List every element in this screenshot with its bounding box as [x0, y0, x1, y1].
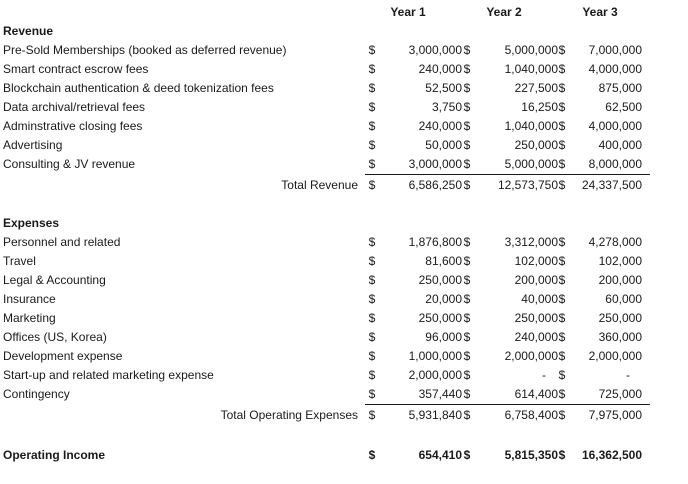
currency-symbol: $	[463, 62, 471, 76]
year-3-value: 24,337,500	[581, 178, 642, 192]
currency-symbol: $	[463, 292, 471, 306]
year-1-value: 357,440	[418, 387, 462, 401]
year-2-value: 1,040,000	[504, 62, 558, 76]
currency-symbol: $	[368, 292, 376, 306]
year-3-value: 725,000	[598, 387, 642, 401]
expense-row	[0, 271, 650, 290]
total-expenses-underline	[555, 404, 650, 405]
year-1-value: 250,000	[418, 273, 462, 287]
currency-symbol: $	[368, 235, 376, 249]
currency-symbol: $	[558, 368, 566, 382]
year-2-value: 250,000	[514, 138, 558, 152]
currency-symbol: $	[463, 273, 471, 287]
revenue-row	[0, 155, 650, 174]
currency-symbol: $	[368, 62, 376, 76]
year-3-value: 7,000,000	[588, 43, 642, 57]
year-1-value: 50,000	[425, 138, 462, 152]
currency-symbol: $	[463, 254, 471, 268]
year-1-value: 240,000	[418, 62, 462, 76]
currency-symbol: $	[463, 235, 471, 249]
currency-symbol: $	[558, 43, 566, 57]
year-3-value: 875,000	[598, 81, 642, 95]
currency-symbol: $	[368, 368, 376, 382]
row-label: Pre-Sold Memberships (booked as deferred revenue)	[3, 43, 287, 57]
currency-symbol: $	[463, 81, 471, 95]
year-2-value: 1,040,000	[504, 119, 558, 133]
currency-symbol: $	[463, 387, 471, 401]
year-2-value: 40,000	[521, 292, 558, 306]
currency-symbol: $	[368, 81, 376, 95]
currency-symbol: $	[463, 100, 471, 114]
currency-symbol: $	[463, 408, 471, 422]
currency-symbol: $	[463, 43, 471, 57]
row-label: Travel	[3, 254, 36, 268]
revenue-row	[0, 136, 650, 155]
year-1-value: 96,000	[425, 330, 462, 344]
currency-symbol: $	[463, 157, 471, 171]
currency-symbol: $	[368, 43, 376, 57]
year-1-value: 20,000	[425, 292, 462, 306]
expense-row	[0, 366, 650, 385]
currency-symbol: $	[558, 138, 566, 152]
revenue-section-title	[0, 22, 650, 41]
currency-symbol: $	[368, 448, 376, 462]
row-label: Start-up and related marketing expense	[3, 368, 214, 382]
row-label: Blockchain authentication & deed tokenization fees	[3, 81, 274, 95]
year-2-value: 5,815,350	[504, 448, 558, 462]
year-2-value: 16,250	[521, 100, 558, 114]
year-3-value: 400,000	[598, 138, 642, 152]
expense-row	[0, 290, 650, 309]
currency-symbol: $	[558, 408, 566, 422]
year-3-value: 62,500	[605, 100, 642, 114]
currency-symbol: $	[368, 100, 376, 114]
year-1-value: 3,000,000	[408, 157, 462, 171]
year-3-value: 16,362,500	[581, 448, 642, 462]
currency-symbol: $	[558, 292, 566, 306]
currency-symbol: $	[368, 349, 376, 363]
currency-symbol: $	[368, 387, 376, 401]
currency-symbol: $	[463, 138, 471, 152]
expenses-section-title	[0, 214, 650, 233]
currency-symbol: $	[463, 119, 471, 133]
year-3-value: 4,000,000	[588, 119, 642, 133]
year-2-value: 250,000	[514, 311, 558, 325]
section-title: Revenue	[3, 24, 54, 38]
revenue-row	[0, 117, 650, 136]
year-1-value: 5,931,840	[408, 408, 462, 422]
year-1-value: 250,000	[418, 311, 462, 325]
currency-symbol: $	[463, 178, 471, 192]
year-1-value: 6,586,250	[408, 178, 462, 192]
year-2-value: 12,573,750	[497, 178, 558, 192]
row-label: Adminstrative closing fees	[3, 119, 143, 133]
year-2-value: 102,000	[514, 254, 558, 268]
row-label: Contingency	[3, 387, 70, 401]
currency-symbol: $	[463, 330, 471, 344]
currency-symbol: $	[368, 330, 376, 344]
currency-symbol: $	[558, 157, 566, 171]
currency-symbol: $	[368, 273, 376, 287]
currency-symbol: $	[558, 235, 566, 249]
year-3-value: 250,000	[598, 311, 642, 325]
currency-symbol: $	[558, 311, 566, 325]
year-1-value: 3,750	[431, 100, 462, 114]
currency-symbol: $	[558, 448, 566, 462]
year-3-value: 4,278,000	[588, 235, 642, 249]
currency-symbol: $	[463, 349, 471, 363]
year-2-value: 6,758,400	[504, 408, 558, 422]
currency-symbol: $	[558, 330, 566, 344]
currency-symbol: $	[463, 368, 471, 382]
revenue-row	[0, 60, 650, 79]
section-title: Expenses	[3, 216, 60, 230]
year-2-value: 614,400	[514, 387, 558, 401]
row-label: Development expense	[3, 349, 123, 363]
expense-row	[0, 233, 650, 252]
row-label: Smart contract escrow fees	[3, 62, 149, 76]
currency-symbol: $	[558, 81, 566, 95]
currency-symbol: $	[368, 157, 376, 171]
year-3-value: 102,000	[598, 254, 642, 268]
year-3-value: 7,975,000	[588, 408, 642, 422]
currency-symbol: $	[463, 311, 471, 325]
year-3-value: 8,000,000	[588, 157, 642, 171]
year-3-value: -	[626, 368, 630, 382]
year-2-value: 2,000,000	[504, 349, 558, 363]
year-1-value: 2,000,000	[408, 368, 462, 382]
year-1-value: 240,000	[418, 119, 462, 133]
currency-symbol: $	[368, 138, 376, 152]
currency-symbol: $	[463, 448, 471, 462]
expense-row	[0, 328, 650, 347]
row-label: Personnel and related	[3, 235, 121, 249]
year-3-value: 360,000	[598, 330, 642, 344]
header-row	[0, 3, 650, 22]
year-2-value: 3,312,000	[504, 235, 558, 249]
year-3-value: 60,000	[605, 292, 642, 306]
row-label: Data archival/retrieval fees	[3, 100, 146, 114]
total-revenue-row	[0, 176, 650, 195]
row-label: Marketing	[3, 311, 56, 325]
currency-symbol: $	[558, 273, 566, 287]
revenue-row	[0, 98, 650, 117]
year-3-value: 200,000	[598, 273, 642, 287]
currency-symbol: $	[558, 349, 566, 363]
year-1-value: 52,500	[425, 81, 462, 95]
row-label: Total Revenue	[281, 178, 358, 192]
currency-symbol: $	[558, 62, 566, 76]
currency-symbol: $	[558, 387, 566, 401]
currency-symbol: $	[558, 254, 566, 268]
year-2-value: 227,500	[514, 81, 558, 95]
expense-row	[0, 252, 650, 271]
total-revenue-underline	[555, 174, 650, 175]
row-label: Offices (US, Korea)	[3, 330, 107, 344]
currency-symbol: $	[368, 311, 376, 325]
currency-symbol: $	[368, 178, 376, 192]
currency-symbol: $	[368, 254, 376, 268]
currency-symbol: $	[368, 408, 376, 422]
year-2-value: 240,000	[514, 330, 558, 344]
total-expenses-row	[0, 406, 650, 425]
year-2-value: 5,000,000	[504, 157, 558, 171]
year-1-value: 1,000,000	[408, 349, 462, 363]
operating-income-row	[0, 446, 650, 465]
currency-symbol: $	[558, 100, 566, 114]
row-label: Advertising	[3, 138, 63, 152]
currency-symbol: $	[558, 178, 566, 192]
expense-row	[0, 385, 650, 404]
revenue-row	[0, 41, 650, 60]
header-year-3: Year 3	[582, 5, 618, 19]
year-1-value: 3,000,000	[408, 43, 462, 57]
row-label: Legal & Accounting	[3, 273, 106, 287]
year-3-value: 2,000,000	[588, 349, 642, 363]
currency-symbol: $	[558, 119, 566, 133]
year-1-value: 1,876,800	[408, 235, 462, 249]
year-2-value: -	[542, 368, 546, 382]
expense-row	[0, 309, 650, 328]
row-label: Insurance	[3, 292, 56, 306]
year-1-value: 654,410	[418, 448, 462, 462]
year-3-value: 4,000,000	[588, 62, 642, 76]
row-label: Total Operating Expenses	[220, 408, 358, 422]
header-year-2: Year 2	[486, 5, 522, 19]
currency-symbol: $	[368, 119, 376, 133]
expense-row	[0, 347, 650, 366]
year-1-value: 81,600	[425, 254, 462, 268]
row-label: Operating Income	[3, 448, 106, 462]
revenue-row	[0, 79, 650, 98]
year-2-value: 5,000,000	[504, 43, 558, 57]
header-year-1: Year 1	[390, 5, 426, 19]
row-label: Consulting & JV revenue	[3, 157, 136, 171]
year-2-value: 200,000	[514, 273, 558, 287]
